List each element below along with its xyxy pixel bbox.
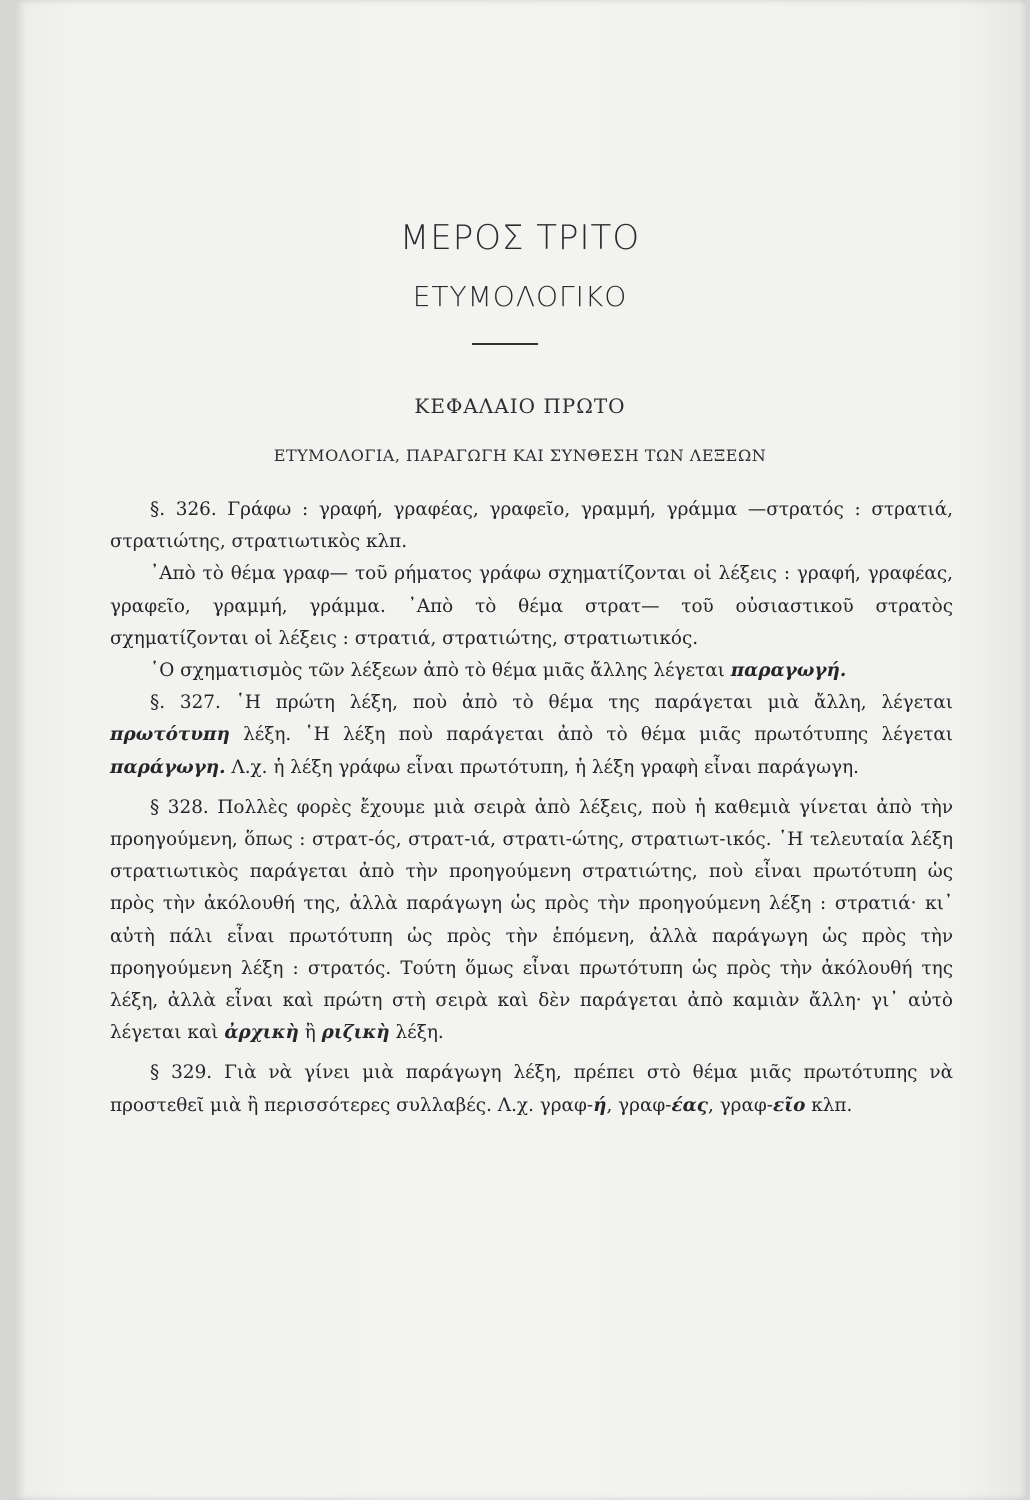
suffix-eas: έας xyxy=(671,1094,708,1116)
paragraph-326-definition xyxy=(110,655,953,687)
paragraph-text: λέξη. xyxy=(389,1022,444,1044)
paragraph-text: Λ.χ. ἡ λέξη γράφω εἶναι πρωτότυπη, ἡ λέξη γραφὴ εἶναι παράγωγη. xyxy=(225,756,860,778)
paragraph-326: §. 326. Γράφω : γραφή, γραφέας, γραφεῖο, γραμμή, γράμμα —στρατός : στρατιά, στρατιώτης, στρατιωτικὸς κλπ. xyxy=(110,499,953,553)
part-title: ΜΕΡΟΣ ΤΡΙΤΟ xyxy=(399,218,641,258)
chapter-title: ΚΕΦΑΛΑΙΟ ΠΡΩΤΟ xyxy=(414,394,626,418)
book-page xyxy=(14,0,1026,1500)
paragraph-text: , γραφ- xyxy=(606,1094,672,1116)
paragraph-text: ῾Ο σχηματισμὸς τῶν λέξεων ἀπὸ τὸ θέμα μιᾶς ἄλλης λέγεται xyxy=(150,660,731,682)
body-text xyxy=(110,494,953,1122)
term-prototypi: πρωτότυπη xyxy=(110,724,230,746)
paragraph-text: §. 327. ῾Η πρώτη λέξη, ποὺ ἀπὸ τὸ θέμα της παράγεται μιὰ ἄλλη, λέγεται xyxy=(150,692,953,714)
paragraph-329 xyxy=(110,1057,953,1121)
paragraph-text: λέξη. ῾Η λέξη ποὺ παράγεται ἀπὸ τὸ θέμα μιᾶς πρωτότυπης λέγεται xyxy=(229,724,953,746)
chapter-subtitle: ΕΤΥΜΟΛΟΓΙΑ, ΠΑΡΑΓΩΓΗ ΚΑΙ ΣΥΝΘΕΣΗ ΤΩΝ ΛΕΞΕΩΝ xyxy=(273,446,767,465)
paragraph-text: κλπ. xyxy=(805,1094,853,1116)
title-divider xyxy=(472,343,538,345)
term-arhiki: ἀρχικὴ xyxy=(224,1022,299,1044)
term-paragogi-adj: παράγωγη. xyxy=(110,756,226,778)
paragraph-326-theme: ᾿Απὸ τὸ θέμα γραφ— τοῦ ρήματος γράφω σχηματίζονται οἱ λέξεις : γραφή, γραφέας, γραφεῖο, γραμμή, γράμμα. ᾿Απὸ τὸ θέμα στρατ— τοῦ οὐσιαστικοῦ στρατὸς σχηματίζονται οἱ λέξεις : στρατιά, στρατιώτης, στρατιωτικός. xyxy=(110,563,953,649)
term-riziki: ριζικὴ xyxy=(321,1022,390,1044)
paragraph-text: § 329. Γιὰ νὰ γίνει μιὰ παράγωγη λέξη, πρέπει στὸ θέμα μιᾶς πρωτότυπης νὰ προστεθεῖ μιὰ ἢ περισσότερες συλλαβές. Λ.χ. γραφ- xyxy=(110,1062,953,1116)
paragraph-327 xyxy=(110,687,953,784)
paragraph-text: , γραφ- xyxy=(708,1094,774,1116)
paragraph-text: § 328. Πολλὲς φορὲς ἔχουμε μιὰ σειρὰ ἀπὸ λέξεις, ποὺ ἡ καθεμιὰ γίνεται ἀπὸ τὴν προηγούμενη, ὅπως : στρατ-ός, στρατ-ιά, στρατι-ώτης, στρατιωτ-ικός. ῾Η τελευταία λέξη στρατιωτικὸς παράγεται ἀπὸ τὴν προηγούμενη στρατιώτης, ποὺ εἶναι πρωτότυπη ὡς πρὸς τὴν ἀκόλουθή της, ἀλλὰ παράγωγη ὡς πρὸς τὴν προηγούμενη λέξη : στρατιά· κι᾿ αὐτὴ πάλι εἶναι πρωτότυπη ὡς πρὸς τὴν ἑπόμενη, ἀλλὰ παράγωγη ὡς πρὸς τὴν προηγούμενη λέξη : στρατός. Τούτη ὅμως εἶναι πρωτότυπη ὡς πρὸς τὴν ἀκόλουθή της λέξη, ἀλλὰ εἶναι καὶ πρώτη στὴ σειρὰ καὶ δὲν παράγεται ἀπὸ καμιὰν ἄλλη· γι᾿ αὐτὸ λέγεται καὶ xyxy=(110,796,953,1044)
suffix-eio: εῖο xyxy=(773,1094,806,1116)
paragraph-text: ἢ xyxy=(298,1022,322,1044)
term-paragogi: παραγωγή. xyxy=(730,660,847,682)
paragraph-328 xyxy=(110,792,953,1050)
part-subtitle: ΕΤΥΜΟΛΟΓΙΚΟ xyxy=(412,280,628,313)
suffix-i: ή xyxy=(593,1094,607,1116)
